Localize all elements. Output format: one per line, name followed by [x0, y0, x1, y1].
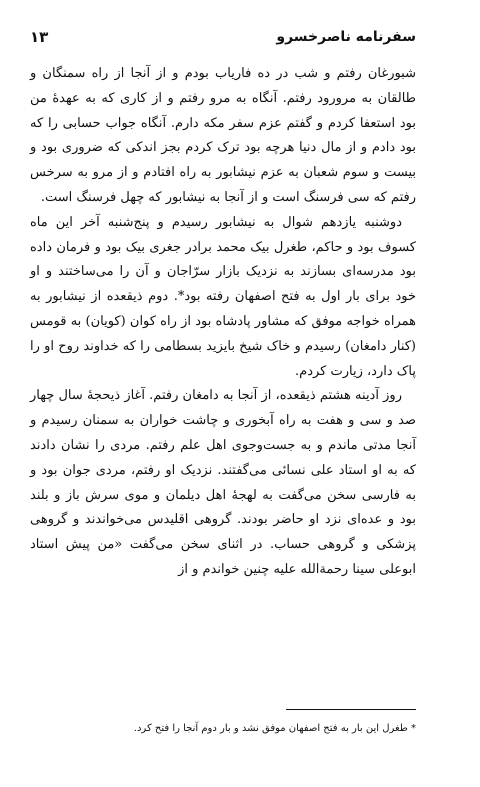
paragraph-3: روز آدینه هشتم ذیقعده، از آنجا به دامغان رفتم. آغاز ذیحجهٔ سال چهار صد و سی و هفت به راه آبخوری و چاشت خواران به سمنان رسیدم و آنجا مدتی ماندم و به جست‌وجوی اهل علم رفتم. مردی را نشان دادند که به او استاد علی نسائی می‌گفتند. نزدیک او رفتم، مردی جوان بود و به فارسی سخن می‌گفت به لهجهٔ اهل دیلمان و موی سرش باز و بلند بود و عده‌ای نزد او حاضر بودند. گروهی اقلیدس می‌خواندند و گروهی پزشکی و گروهی حساب. در اثنای سخن می‌گفت «من پیش استاد ابوعلی سینا رحمةالله علیه چنین خواندم و از [30, 388, 416, 577]
page-number: ۱۳ [30, 28, 49, 46]
body-text [30, 62, 416, 583]
running-header [30, 22, 416, 52]
footnote-divider [286, 709, 416, 710]
footnote: * طغرل این بار به فتح اصفهان موفق نشد و بار دوم آنجا را فتح کرد. [133, 723, 416, 734]
book-title: سفرنامه ناصرخسرو [276, 29, 416, 45]
paragraph-2: دوشنبه یازدهم شوال به نیشابور رسیدم و پنج‌شنبه آخر این ماه کسوف بود و حاکم، طغرل بیک محمد برادر جغری بیک بود و فرمان داده بود مدرسه‌ای بسازند به نزدیک بازار سرّاجان و آن را می‌ساختند و او خود برای بار اول به فتح اصفهان رفته بود*. دوم ذیقعده از نیشابور به همراه خواجه موفق که مشاور پادشاه بود از راه کوان (کویان) به قومس (کنار دامغان) رسیدم و خاک شیخ بایزید بسطامی را که خداوند روح او را پاک دارد، زیارت کردم. [30, 214, 416, 379]
paragraph-1: شبورغان رفتم و شب در ده فاریاب بودم و از آنجا از راه سمنگان و طالقان به مرورود رفتم. آنگاه به مرو رفتم و از کاری که به عهدهٔ من بود استعفا کردم و گفتم عزم سفر مکه دارم. آنگاه جواب حسابی را که بود دادم و از مال دنیا هرچه بود ترک کردم بجز اندکی که ضروری بود و بیست و سوم شعبان به عزم نیشابور به راه افتادم و از مرو به سرخس رفتم که سی فرسنگ است و از آنجا به نیشابور که چهل فرسنگ است. [30, 66, 416, 205]
